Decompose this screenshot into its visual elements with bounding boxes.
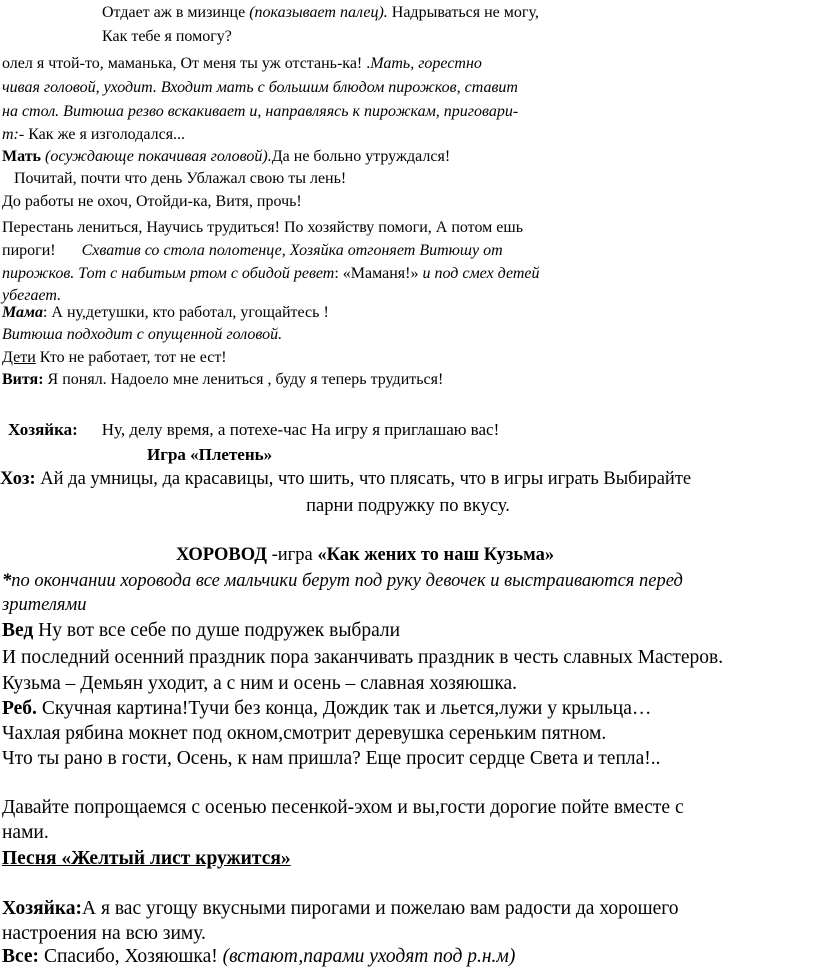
text-span: Ай да умницы, да красавицы, что шить, что плясать, что в игры играть Выбирайте (35, 469, 692, 489)
text-span: * (2, 571, 12, 591)
text-line (2, 723, 606, 745)
text-span: по окончании хоровода все мальчики берут под руку девочек и выстраиваются перед (11, 571, 683, 591)
text-line (2, 797, 684, 819)
text-line (102, 28, 232, 46)
text-line (2, 126, 185, 144)
speaker-label: Витя: (2, 371, 44, 388)
text-line (2, 304, 329, 322)
text-span: Что ты рано в гости, Осень, к нам пришла? Еще просит сердце Света и тепла!.. (2, 748, 661, 769)
stage-direction: Схватив со стола полотенце, Хозяйка отгоняет Витюшу от (81, 242, 503, 259)
text-span: Да не больно утруждался! (271, 148, 451, 165)
speaker-label: Хозяйка: (8, 420, 78, 439)
text-span: на стол. Витюша резво вскакивает и, направляясь к пирожкам, приговари- (2, 103, 519, 120)
speaker-label: Мама (2, 304, 43, 321)
stage-direction: и под смех детей (418, 265, 540, 282)
text-line (2, 55, 482, 73)
speaker-label: Мать (2, 148, 42, 165)
text-line (2, 647, 723, 669)
text-span: олел я чтой-то, маманька, От меня ты уж отстань-ка! . (2, 55, 371, 72)
text-line (2, 698, 651, 720)
speaker-label: Хозяйка: (2, 898, 83, 919)
text-line (2, 620, 400, 642)
song-title (2, 848, 291, 870)
text-line (0, 496, 816, 517)
text-span: Витюша подходит с опущенной головой. (2, 326, 283, 343)
stage-direction: пирожков. Тот с набитым ртом с обидой ревет (2, 265, 335, 282)
stage-direction (2, 571, 683, 592)
speaker-label: Реб. (2, 698, 37, 719)
section-title (176, 545, 554, 566)
text-span: Я понял. Надоело мне лениться , буду я теперь трудиться! (43, 371, 444, 388)
text-span: ХОРОВОД (176, 545, 267, 565)
text-span: убегает. (2, 287, 62, 304)
text-span: т: (2, 126, 19, 143)
text-span: Надрываться не могу, (387, 4, 539, 21)
stage-direction (2, 287, 61, 305)
text-span: -игра (266, 545, 318, 565)
text-span: Ну вот все себе по душе подружек выбрали (33, 620, 401, 641)
text-span: Песня «Желтый лист кружится» (2, 848, 291, 869)
text-span: Кто не работает, тот не ест! (35, 349, 227, 366)
text-span: Кузьма – Демьян уходит, а с ним и осень – славная хозяюшка. (2, 673, 518, 694)
stage-direction: (показывает палец). (249, 4, 388, 21)
text-line (14, 170, 346, 188)
text-span: настроения на всю зиму. (2, 923, 206, 944)
text-span: Перестань лениться, Научись трудиться! По хозяйству помоги, А потом ешь (2, 219, 523, 236)
text-span: Игра «Плетень» (147, 445, 273, 464)
text-span: Давайте попрощаемся с осенью песенкой-эхом и вы,гости дорогие пойте вместе с (2, 797, 684, 818)
text-line (2, 946, 515, 968)
text-line (102, 4, 539, 22)
text-span: «Как жених то наш Кузьма» (317, 545, 555, 565)
stage-direction: (встают,парами уходят под р.н.м) (222, 946, 516, 967)
speaker-label: Вед (2, 620, 34, 641)
stage-direction: (осуждающе покачивая головой). (41, 148, 272, 165)
speaker-label: Дети (2, 349, 36, 366)
text-line (2, 193, 302, 211)
text-line (2, 219, 523, 237)
text-line (2, 349, 227, 367)
text-span: Спасибо, Хозяюшка! (39, 946, 223, 967)
stage-direction (2, 595, 87, 616)
speaker-label: Хоз: (0, 469, 36, 489)
text-span: Скучная картина!Тучи без конца, Дождик так и льется,лужи у крыльца… (36, 698, 652, 719)
text-span: зрителями (2, 595, 87, 615)
stage-direction: Мать, горестно (370, 55, 482, 72)
text-span: Чахлая рябина мокнет под окном,смотрит деревушка сереньким пятном. (2, 723, 607, 744)
stage-direction (2, 326, 282, 344)
text-line (0, 469, 691, 490)
text-line (2, 673, 517, 695)
text-span: : «Маманя!» (334, 265, 419, 282)
stage-direction (2, 79, 518, 97)
text-line (8, 420, 499, 440)
text-span: Ну, делу время, а потехе-час На игру я приглашаю вас! (101, 420, 500, 439)
text-line (2, 898, 679, 920)
text-line (2, 265, 540, 283)
text-span: До работы не охоч, Отойди-ка, Витя, прочь! (2, 193, 302, 210)
text-line (2, 748, 661, 770)
section-title (147, 445, 272, 465)
text-span: Как тебе я помогу? (102, 28, 232, 45)
speaker-label: Все: (2, 946, 40, 967)
text-line (2, 822, 49, 844)
text-line (2, 242, 503, 260)
text-span: нами. (2, 822, 49, 843)
text-span: чивая головой, уходит. Входит мать с большим блюдом пирожков, ставит (2, 79, 518, 96)
text-span: : А ну,детушки, кто работал, угощайтесь ! (42, 304, 329, 321)
stage-direction (2, 103, 518, 121)
text-span: Отдает аж в мизинце (102, 4, 250, 21)
text-line (2, 148, 450, 166)
text-span: Почитай, почти что день Ублажал свою ты лень! (14, 170, 347, 187)
text-span: И последний осенний праздник пора заканчивать праздник в честь славных Мастеров. (2, 647, 724, 668)
text-span: А я вас угощу вкусными пирогами и пожелаю вам радости да хорошего (82, 898, 679, 919)
text-span: - Как же я изголодался... (18, 126, 186, 143)
text-line (2, 371, 443, 389)
text-span: парни подружку по вкусу. (306, 496, 510, 516)
text-line (2, 923, 206, 945)
text-span: пироги! (2, 242, 56, 259)
